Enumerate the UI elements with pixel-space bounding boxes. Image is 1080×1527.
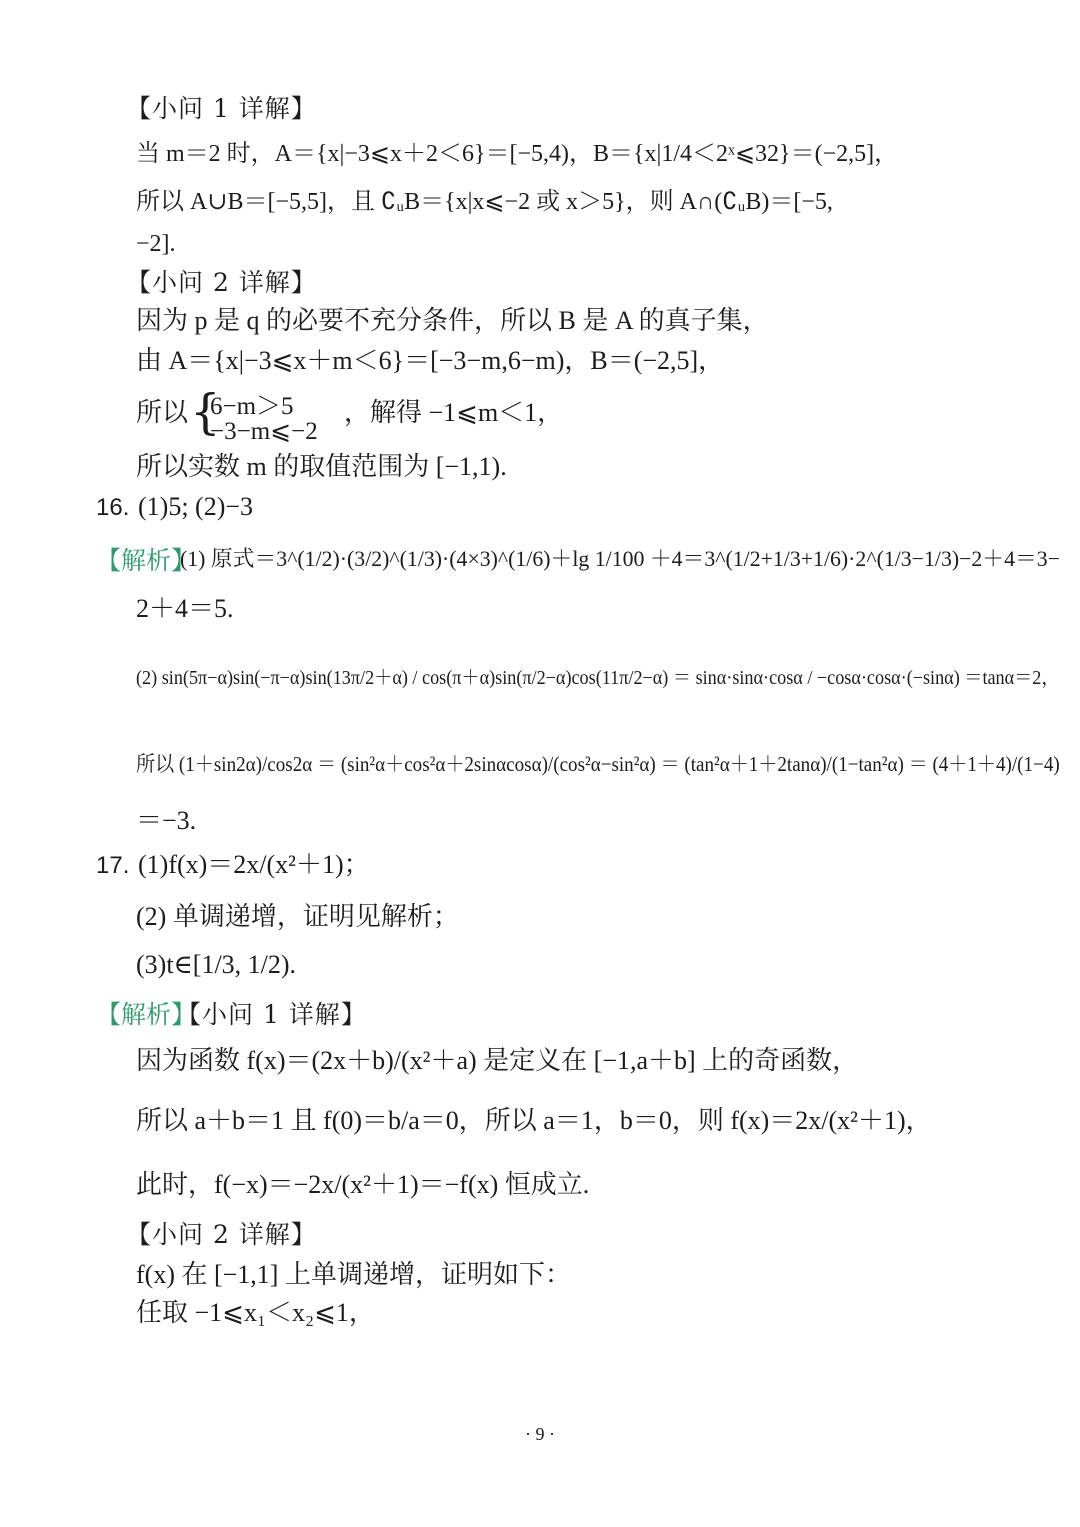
q15-part1-line2: 所以 A∪B＝[−5,5]，且 ∁ᵤB＝{x|x⩽−2 或 x＞5}，则 A∩(∁ᵤB)＝[−5, xyxy=(136,189,833,215)
q16-line4: 所以 (1＋sin2α)/cos2α ＝ (sin²α＋cos²α＋2sinαcosα)/(cos²α−sin²α) ＝ (tan²α＋1＋2tanα)/(1−tan²α) ＝ (4＋1＋4)/(1−4) xyxy=(136,752,1060,776)
q17-number: 17. xyxy=(96,852,130,879)
q15-part2-suffix: ，解得 −1⩽m＜1， xyxy=(344,398,564,427)
q16-analysis-tag: 【解析】 xyxy=(96,546,197,575)
q15-part1-header: 【小问 1 详解】 xyxy=(126,94,317,123)
q17-answer1: (1)f(x)＝2x/(x²＋1)； xyxy=(138,850,370,879)
q17-line3: 此时，f(−x)＝−2x/(x²＋1)＝−f(x) 恒成立. xyxy=(136,1170,590,1199)
q16-answer: (1)5; (2)−3 xyxy=(138,492,254,521)
q16-line1: (1) 原式＝3^(1/2)·(3/2)^(1/3)·(4×3)^(1/6)＋lg 1/100 ＋4＝3^(1/2+1/3+1/6)·2^(1/3−1/3)−2＋4＝3− xyxy=(180,546,1061,571)
q15-part2-header: 【小问 2 详解】 xyxy=(126,268,317,297)
q17-line1: 因为函数 f(x)＝(2x＋b)/(x²＋a) 是定义在 [−1,a＋b] 上的奇函数， xyxy=(136,1046,859,1075)
q17-part2-header: 【小问 2 详解】 xyxy=(126,1220,317,1249)
q17-answer2: (2) 单调递增，证明见解析； xyxy=(136,902,459,931)
q15-part1-line1: 当 m＝2 时，A＝{x|−3⩽x＋2＜6}＝[−5,4)，B＝{x|1/4＜2ˣ⩽32}＝(−2,5]， xyxy=(136,141,899,167)
q17-line5: 任取 −1⩽x₁＜x₂⩽1， xyxy=(136,1298,375,1327)
q15-part2-line4: 所以实数 m 的取值范围为 [−1,1). xyxy=(136,452,507,481)
q17-answer3: (3)t∈[1/3, 1/2). xyxy=(136,950,297,979)
q17-part1-header: 【小问 1 详解】 xyxy=(176,1000,367,1029)
q16-line3: (2) sin(5π−α)sin(−π−α)sin(13π/2＋α) / cos(π＋α)sin(π/2−α)cos(11π/2−α) ＝ sinα·sinα·cosα / −cosα·cosα·(−sinα) ＝tanα＝2， xyxy=(136,667,1060,689)
q15-system-row1: 6−m＞5 xyxy=(210,393,294,420)
q15-system-row2: −3−m⩽−2 xyxy=(210,418,318,445)
q16-line2: 2＋4＝5. xyxy=(136,594,234,623)
system-brace: { xyxy=(190,384,221,440)
q16-line5: ＝−3. xyxy=(136,806,197,835)
q15-part2-line2: 由 A＝{x|−3⩽x＋m＜6}＝[−3−m,6−m)，B＝(−2,5]， xyxy=(136,346,725,375)
q16-number: 16. xyxy=(96,494,130,521)
page-number: · 9 · xyxy=(525,1424,555,1444)
q17-line2: 所以 a＋b＝1 且 f(0)＝b/a＝0，所以 a＝1，b＝0，则 f(x)＝2x/(x²＋1)， xyxy=(136,1106,932,1135)
q15-part2-line1: 因为 p 是 q 的必要不充分条件，所以 B 是 A 的真子集， xyxy=(136,306,769,335)
q17-analysis-tag: 【解析】 xyxy=(96,1000,197,1029)
q15-part1-line3: −2]. xyxy=(136,231,176,257)
q15-part2-prefix: 所以 xyxy=(136,398,189,427)
q17-line4: f(x) 在 [−1,1] 上单调递增，证明如下： xyxy=(136,1260,571,1289)
